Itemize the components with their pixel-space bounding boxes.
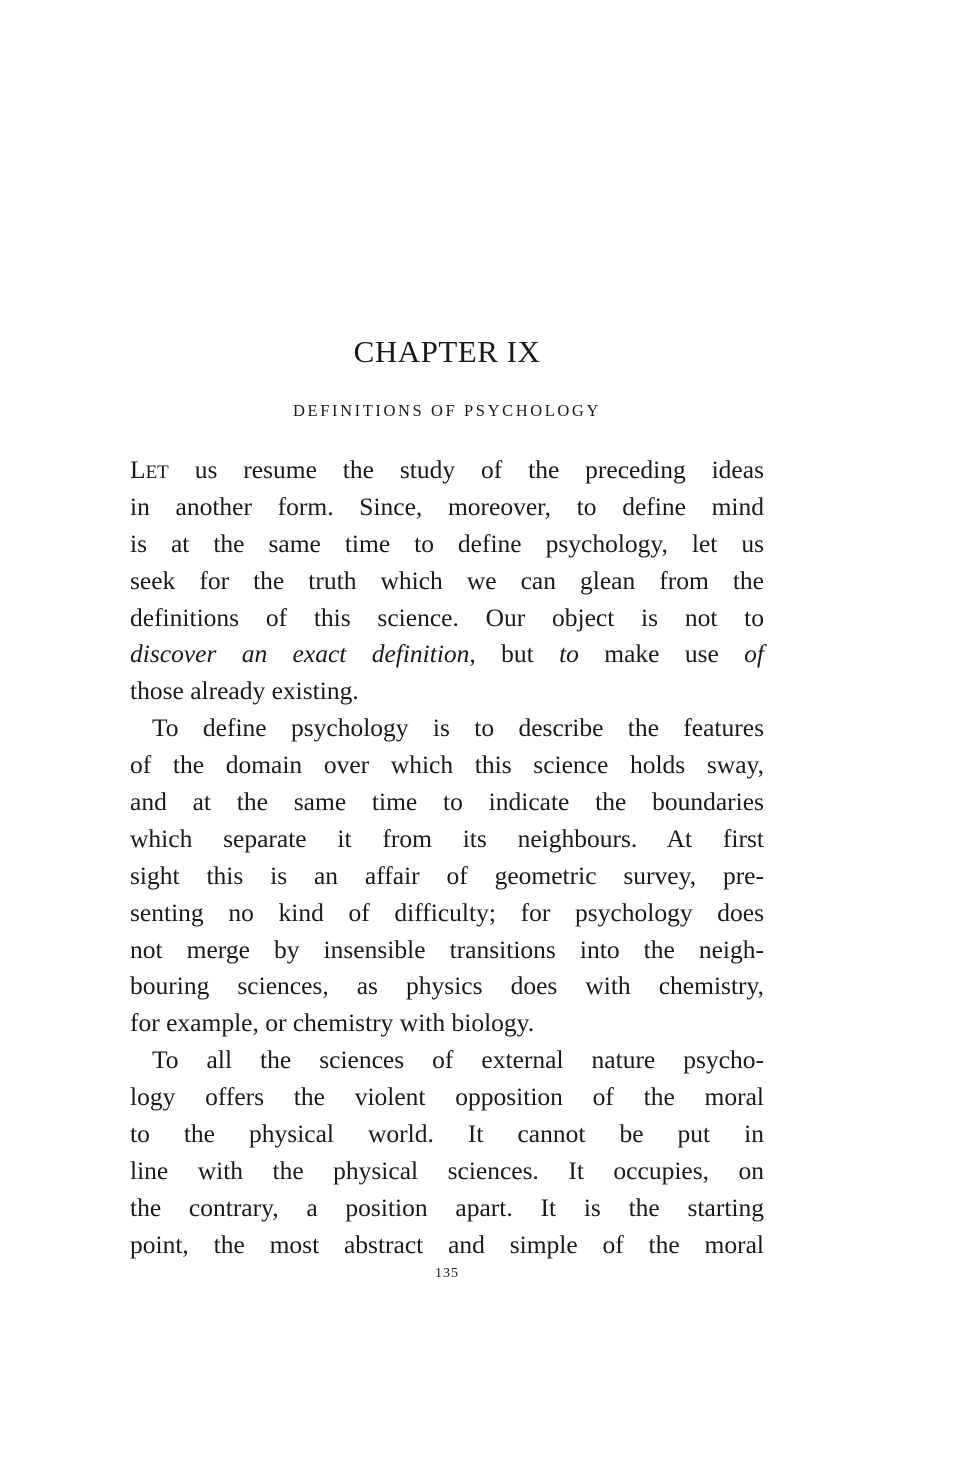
text-line [130,636,764,673]
italic-text: discover an exact definition, [130,639,476,669]
body-text [130,452,764,1264]
text-line: senting no kind of difficulty; for psychology does [130,897,764,927]
text-line: definitions of this science. Our object is not to [130,602,764,632]
text-line [130,452,764,489]
text-line: is at the same time to define psychology, let us [130,528,764,558]
paragraph-2 [130,710,764,1042]
line-rest: us resume the study of the preceding ideas [168,455,764,484]
paragraph-3 [130,1042,764,1263]
dropcap-first: L [130,455,146,484]
text-line: and at the same time to indicate the boundaries [130,787,764,817]
text-line: To all the sciences of external nature psycho- [152,1045,764,1075]
roman-text: but [475,639,560,669]
text-line: point, the most abstract and simple of the moral [130,1229,764,1259]
chapter-subtitle: DEFINITIONS OF PSYCHOLOGY [293,401,601,420]
paragraph-1 [130,452,764,710]
text-line: of the domain over which this science holds sway, [130,750,764,780]
text-line: bouring sciences, as physics does with chemistry, [130,971,764,1001]
text-line: To define psychology is to describe the features [152,713,764,743]
text-line: line with the physical sciences. It occupies, on [130,1155,764,1185]
text-line: seek for the truth which we can glean from the [130,565,764,595]
text-line: in another form. Since, moreover, to define mind [130,491,764,521]
chapter-title: CHAPTER IX [353,334,541,369]
text-line: for example, or chemistry with biology. [130,1008,535,1038]
text-line: those already existing. [130,676,359,706]
text-line: to the physical world. It cannot be put in [130,1119,764,1149]
text-line: which separate it from its neighbours. At first [130,823,764,853]
small-caps-rest: ET [145,462,169,483]
italic-text: to [559,639,579,669]
text-line: logy offers the violent opposition of the moral [130,1082,764,1112]
text-line: the contrary, a position apart. It is the starting [130,1192,764,1222]
roman-text: make use [578,639,745,669]
text-line: sight this is an affair of geometric survey, pre- [130,860,764,890]
page-number: 135 [435,1266,459,1281]
italic-text: of [744,639,764,669]
text-line: not merge by insensible transitions into the neigh- [130,934,764,964]
